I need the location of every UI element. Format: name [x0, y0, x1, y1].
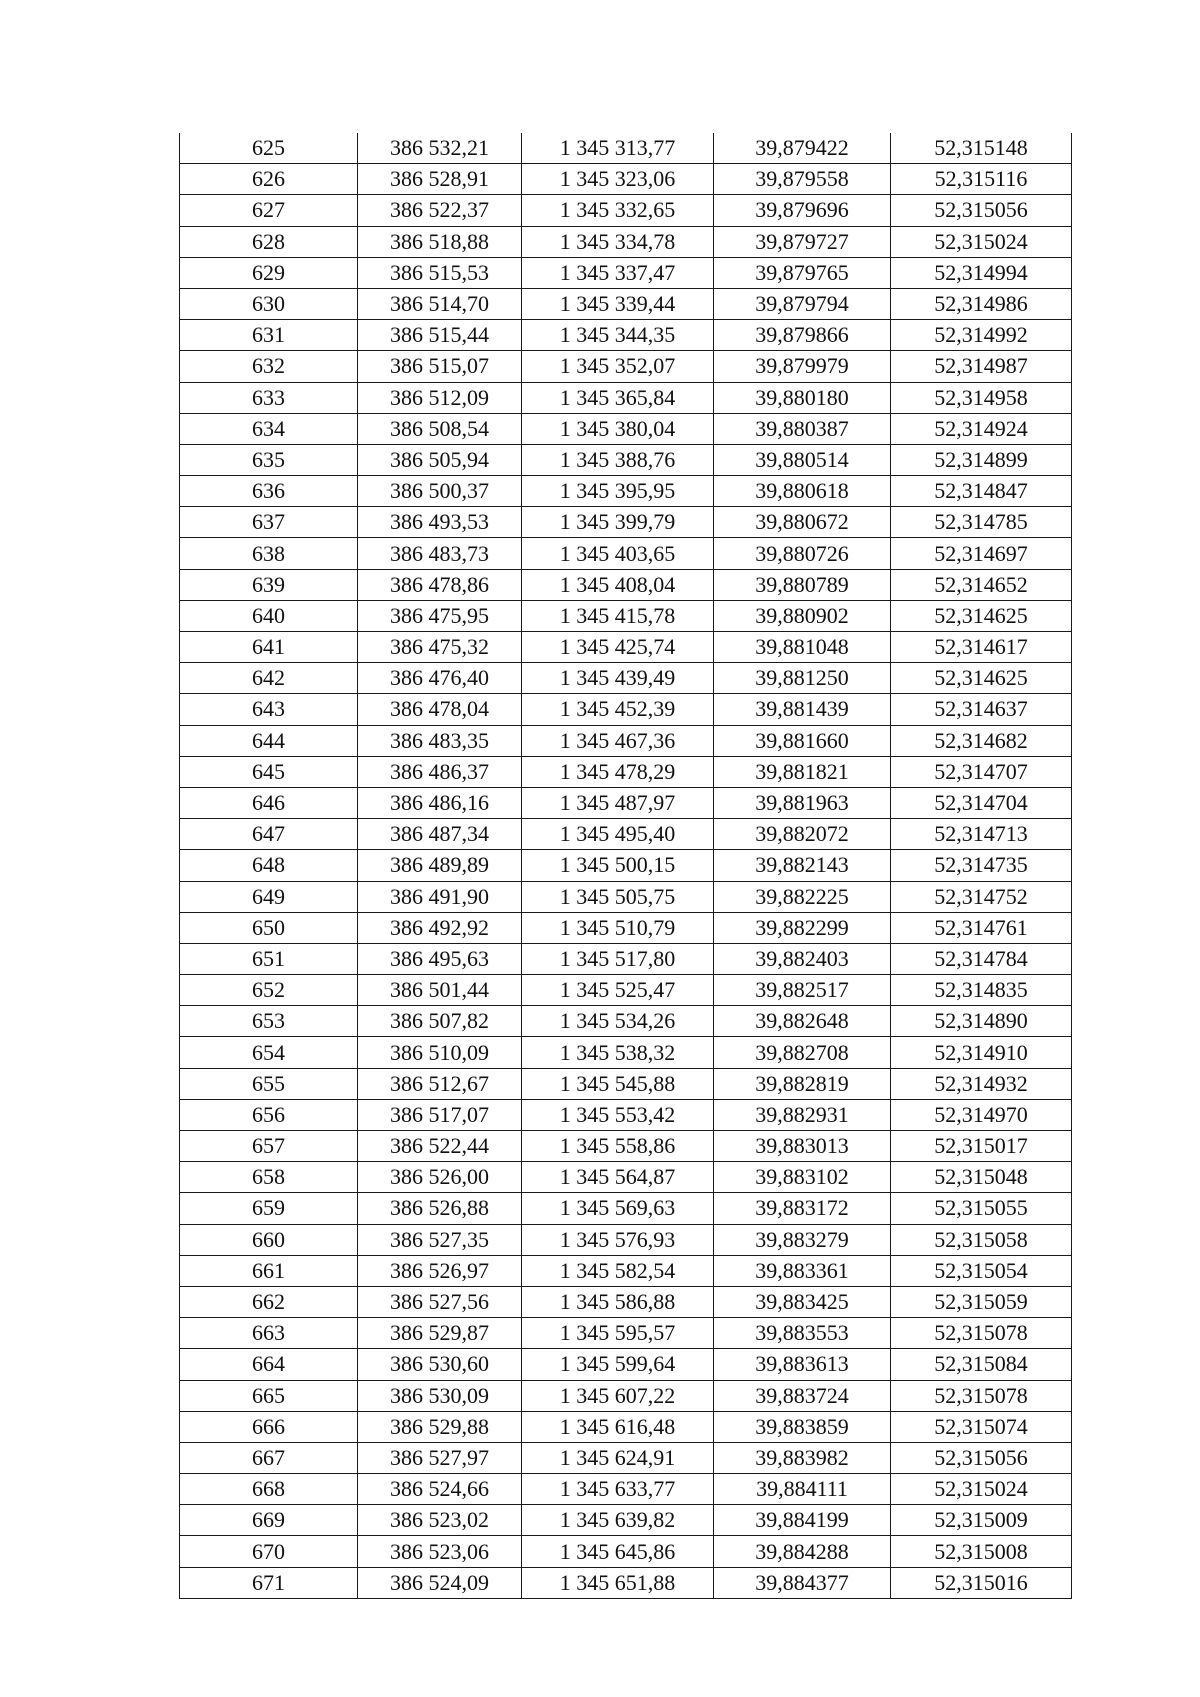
y-coordinate-cell: 1 345 645,86	[522, 1536, 714, 1567]
table-row	[180, 787, 1072, 818]
longitude-cell: 39,879794	[714, 288, 891, 319]
table-row	[180, 444, 1072, 475]
coordinates-table	[179, 133, 1072, 1599]
point-number-cell: 641	[180, 632, 358, 663]
table-row	[180, 663, 1072, 694]
latitude-cell: 52,314970	[891, 1099, 1072, 1130]
table-row	[180, 1068, 1072, 1099]
y-coordinate-cell: 1 345 639,82	[522, 1505, 714, 1536]
latitude-cell: 52,314617	[891, 632, 1072, 663]
y-coordinate-cell: 1 345 607,22	[522, 1380, 714, 1411]
y-coordinate-cell: 1 345 337,47	[522, 257, 714, 288]
point-number-cell: 645	[180, 756, 358, 787]
longitude-cell: 39,883859	[714, 1411, 891, 1442]
x-coordinate-cell: 386 527,97	[358, 1442, 522, 1473]
point-number-cell: 666	[180, 1411, 358, 1442]
latitude-cell: 52,314707	[891, 756, 1072, 787]
y-coordinate-cell: 1 345 586,88	[522, 1286, 714, 1317]
table-row	[180, 133, 1072, 164]
longitude-cell: 39,881963	[714, 787, 891, 818]
x-coordinate-cell: 386 515,53	[358, 257, 522, 288]
x-coordinate-cell: 386 512,09	[358, 382, 522, 413]
latitude-cell: 52,314835	[891, 975, 1072, 1006]
point-number-cell: 658	[180, 1162, 358, 1193]
y-coordinate-cell: 1 345 487,97	[522, 787, 714, 818]
latitude-cell: 52,315084	[891, 1349, 1072, 1380]
latitude-cell: 52,315009	[891, 1505, 1072, 1536]
latitude-cell: 52,315059	[891, 1286, 1072, 1317]
table-row	[180, 1286, 1072, 1317]
longitude-cell: 39,880514	[714, 444, 891, 475]
table-row	[180, 881, 1072, 912]
point-number-cell: 626	[180, 164, 358, 195]
longitude-cell: 39,883613	[714, 1349, 891, 1380]
point-number-cell: 661	[180, 1255, 358, 1286]
y-coordinate-cell: 1 345 365,84	[522, 382, 714, 413]
point-number-cell: 650	[180, 912, 358, 943]
table-row	[180, 850, 1072, 881]
x-coordinate-cell: 386 522,44	[358, 1131, 522, 1162]
latitude-cell: 52,315024	[891, 1474, 1072, 1505]
table-row	[180, 1224, 1072, 1255]
y-coordinate-cell: 1 345 500,15	[522, 850, 714, 881]
x-coordinate-cell: 386 487,34	[358, 819, 522, 850]
x-coordinate-cell: 386 524,66	[358, 1474, 522, 1505]
point-number-cell: 669	[180, 1505, 358, 1536]
point-number-cell: 652	[180, 975, 358, 1006]
table-row	[180, 226, 1072, 257]
longitude-cell: 39,883724	[714, 1380, 891, 1411]
longitude-cell: 39,882708	[714, 1037, 891, 1068]
longitude-cell: 39,882072	[714, 819, 891, 850]
y-coordinate-cell: 1 345 344,35	[522, 320, 714, 351]
y-coordinate-cell: 1 345 564,87	[522, 1162, 714, 1193]
latitude-cell: 52,314932	[891, 1068, 1072, 1099]
point-number-cell: 667	[180, 1442, 358, 1473]
y-coordinate-cell: 1 345 415,78	[522, 600, 714, 631]
point-number-cell: 629	[180, 257, 358, 288]
y-coordinate-cell: 1 345 403,65	[522, 538, 714, 569]
table-row	[180, 288, 1072, 319]
latitude-cell: 52,314785	[891, 507, 1072, 538]
x-coordinate-cell: 386 515,07	[358, 351, 522, 382]
y-coordinate-cell: 1 345 510,79	[522, 912, 714, 943]
point-number-cell: 637	[180, 507, 358, 538]
y-coordinate-cell: 1 345 651,88	[522, 1567, 714, 1598]
longitude-cell: 39,883102	[714, 1162, 891, 1193]
x-coordinate-cell: 386 483,73	[358, 538, 522, 569]
x-coordinate-cell: 386 478,04	[358, 694, 522, 725]
table-row	[180, 975, 1072, 1006]
table-row	[180, 912, 1072, 943]
x-coordinate-cell: 386 532,21	[358, 133, 522, 164]
point-number-cell: 631	[180, 320, 358, 351]
longitude-cell: 39,881048	[714, 632, 891, 663]
point-number-cell: 663	[180, 1318, 358, 1349]
x-coordinate-cell: 386 529,87	[358, 1318, 522, 1349]
latitude-cell: 52,315024	[891, 226, 1072, 257]
x-coordinate-cell: 386 475,95	[358, 600, 522, 631]
latitude-cell: 52,315017	[891, 1131, 1072, 1162]
table-row	[180, 476, 1072, 507]
point-number-cell: 625	[180, 133, 358, 164]
point-number-cell: 640	[180, 600, 358, 631]
point-number-cell: 670	[180, 1536, 358, 1567]
y-coordinate-cell: 1 345 616,48	[522, 1411, 714, 1442]
table-row	[180, 538, 1072, 569]
y-coordinate-cell: 1 345 534,26	[522, 1006, 714, 1037]
longitude-cell: 39,883553	[714, 1318, 891, 1349]
longitude-cell: 39,881821	[714, 756, 891, 787]
y-coordinate-cell: 1 345 478,29	[522, 756, 714, 787]
y-coordinate-cell: 1 345 425,74	[522, 632, 714, 663]
latitude-cell: 52,314761	[891, 912, 1072, 943]
x-coordinate-cell: 386 489,89	[358, 850, 522, 881]
longitude-cell: 39,882299	[714, 912, 891, 943]
longitude-cell: 39,883013	[714, 1131, 891, 1162]
point-number-cell: 628	[180, 226, 358, 257]
x-coordinate-cell: 386 526,88	[358, 1193, 522, 1224]
y-coordinate-cell: 1 345 553,42	[522, 1099, 714, 1130]
point-number-cell: 636	[180, 476, 358, 507]
point-number-cell: 651	[180, 943, 358, 974]
table-row	[180, 943, 1072, 974]
point-number-cell: 657	[180, 1131, 358, 1162]
longitude-cell: 39,881660	[714, 725, 891, 756]
longitude-cell: 39,880180	[714, 382, 891, 413]
table-row	[180, 1536, 1072, 1567]
latitude-cell: 52,314637	[891, 694, 1072, 725]
longitude-cell: 39,884199	[714, 1505, 891, 1536]
point-number-cell: 647	[180, 819, 358, 850]
latitude-cell: 52,315054	[891, 1255, 1072, 1286]
x-coordinate-cell: 386 492,92	[358, 912, 522, 943]
longitude-cell: 39,879727	[714, 226, 891, 257]
table-row	[180, 1505, 1072, 1536]
table-row	[180, 1349, 1072, 1380]
x-coordinate-cell: 386 510,09	[358, 1037, 522, 1068]
table-row	[180, 1131, 1072, 1162]
x-coordinate-cell: 386 486,16	[358, 787, 522, 818]
x-coordinate-cell: 386 523,02	[358, 1505, 522, 1536]
point-number-cell: 649	[180, 881, 358, 912]
table-row	[180, 1006, 1072, 1037]
y-coordinate-cell: 1 345 545,88	[522, 1068, 714, 1099]
y-coordinate-cell: 1 345 313,77	[522, 133, 714, 164]
y-coordinate-cell: 1 345 380,04	[522, 413, 714, 444]
point-number-cell: 653	[180, 1006, 358, 1037]
longitude-cell: 39,882143	[714, 850, 891, 881]
latitude-cell: 52,314924	[891, 413, 1072, 444]
point-number-cell: 665	[180, 1380, 358, 1411]
x-coordinate-cell: 386 475,32	[358, 632, 522, 663]
x-coordinate-cell: 386 500,37	[358, 476, 522, 507]
point-number-cell: 633	[180, 382, 358, 413]
point-number-cell: 662	[180, 1286, 358, 1317]
latitude-cell: 52,314704	[891, 787, 1072, 818]
longitude-cell: 39,880672	[714, 507, 891, 538]
x-coordinate-cell: 386 478,86	[358, 569, 522, 600]
longitude-cell: 39,882931	[714, 1099, 891, 1130]
table-row	[180, 694, 1072, 725]
y-coordinate-cell: 1 345 467,36	[522, 725, 714, 756]
point-number-cell: 643	[180, 694, 358, 725]
latitude-cell: 52,314987	[891, 351, 1072, 382]
point-number-cell: 660	[180, 1224, 358, 1255]
point-number-cell: 632	[180, 351, 358, 382]
longitude-cell: 39,881439	[714, 694, 891, 725]
table-row	[180, 382, 1072, 413]
table-row	[180, 600, 1072, 631]
y-coordinate-cell: 1 345 517,80	[522, 943, 714, 974]
point-number-cell: 648	[180, 850, 358, 881]
longitude-cell: 39,880902	[714, 600, 891, 631]
x-coordinate-cell: 386 526,00	[358, 1162, 522, 1193]
table-row	[180, 320, 1072, 351]
x-coordinate-cell: 386 508,54	[358, 413, 522, 444]
table-row	[180, 164, 1072, 195]
table-row	[180, 1318, 1072, 1349]
latitude-cell: 52,314847	[891, 476, 1072, 507]
y-coordinate-cell: 1 345 439,49	[522, 663, 714, 694]
y-coordinate-cell: 1 345 408,04	[522, 569, 714, 600]
latitude-cell: 52,315016	[891, 1567, 1072, 1598]
point-number-cell: 654	[180, 1037, 358, 1068]
table-row	[180, 1162, 1072, 1193]
longitude-cell: 39,880726	[714, 538, 891, 569]
latitude-cell: 52,314784	[891, 943, 1072, 974]
point-number-cell: 638	[180, 538, 358, 569]
point-number-cell: 635	[180, 444, 358, 475]
point-number-cell: 668	[180, 1474, 358, 1505]
y-coordinate-cell: 1 345 388,76	[522, 444, 714, 475]
longitude-cell: 39,883279	[714, 1224, 891, 1255]
latitude-cell: 52,315058	[891, 1224, 1072, 1255]
table-row	[180, 1474, 1072, 1505]
longitude-cell: 39,879696	[714, 195, 891, 226]
y-coordinate-cell: 1 345 525,47	[522, 975, 714, 1006]
latitude-cell: 52,314735	[891, 850, 1072, 881]
y-coordinate-cell: 1 345 352,07	[522, 351, 714, 382]
latitude-cell: 52,315008	[891, 1536, 1072, 1567]
point-number-cell: 627	[180, 195, 358, 226]
longitude-cell: 39,879558	[714, 164, 891, 195]
x-coordinate-cell: 386 495,63	[358, 943, 522, 974]
x-coordinate-cell: 386 526,97	[358, 1255, 522, 1286]
longitude-cell: 39,879422	[714, 133, 891, 164]
y-coordinate-cell: 1 345 323,06	[522, 164, 714, 195]
latitude-cell: 52,315074	[891, 1411, 1072, 1442]
longitude-cell: 39,879866	[714, 320, 891, 351]
table-row	[180, 1411, 1072, 1442]
point-number-cell: 664	[180, 1349, 358, 1380]
latitude-cell: 52,314682	[891, 725, 1072, 756]
x-coordinate-cell: 386 476,40	[358, 663, 522, 694]
y-coordinate-cell: 1 345 334,78	[522, 226, 714, 257]
table-row	[180, 1099, 1072, 1130]
latitude-cell: 52,314625	[891, 600, 1072, 631]
table-row	[180, 1193, 1072, 1224]
x-coordinate-cell: 386 483,35	[358, 725, 522, 756]
x-coordinate-cell: 386 486,37	[358, 756, 522, 787]
longitude-cell: 39,882648	[714, 1006, 891, 1037]
latitude-cell: 52,315055	[891, 1193, 1072, 1224]
longitude-cell: 39,880387	[714, 413, 891, 444]
x-coordinate-cell: 386 505,94	[358, 444, 522, 475]
longitude-cell: 39,882517	[714, 975, 891, 1006]
latitude-cell: 52,315056	[891, 1442, 1072, 1473]
table-row	[180, 756, 1072, 787]
latitude-cell: 52,314652	[891, 569, 1072, 600]
point-number-cell: 656	[180, 1099, 358, 1130]
longitude-cell: 39,881250	[714, 663, 891, 694]
longitude-cell: 39,879979	[714, 351, 891, 382]
y-coordinate-cell: 1 345 558,86	[522, 1131, 714, 1162]
table-row	[180, 413, 1072, 444]
y-coordinate-cell: 1 345 624,91	[522, 1442, 714, 1473]
table-row	[180, 725, 1072, 756]
y-coordinate-cell: 1 345 595,57	[522, 1318, 714, 1349]
x-coordinate-cell: 386 515,44	[358, 320, 522, 351]
latitude-cell: 52,314986	[891, 288, 1072, 319]
latitude-cell: 52,314910	[891, 1037, 1072, 1068]
y-coordinate-cell: 1 345 599,64	[522, 1349, 714, 1380]
table-row	[180, 569, 1072, 600]
table-row	[180, 1442, 1072, 1473]
latitude-cell: 52,315078	[891, 1318, 1072, 1349]
latitude-cell: 52,315078	[891, 1380, 1072, 1411]
y-coordinate-cell: 1 345 452,39	[522, 694, 714, 725]
x-coordinate-cell: 386 522,37	[358, 195, 522, 226]
point-number-cell: 646	[180, 787, 358, 818]
latitude-cell: 52,315148	[891, 133, 1072, 164]
y-coordinate-cell: 1 345 395,95	[522, 476, 714, 507]
y-coordinate-cell: 1 345 399,79	[522, 507, 714, 538]
table-row	[180, 632, 1072, 663]
point-number-cell: 642	[180, 663, 358, 694]
x-coordinate-cell: 386 491,90	[358, 881, 522, 912]
x-coordinate-cell: 386 530,09	[358, 1380, 522, 1411]
longitude-cell: 39,883361	[714, 1255, 891, 1286]
longitude-cell: 39,884288	[714, 1536, 891, 1567]
y-coordinate-cell: 1 345 576,93	[522, 1224, 714, 1255]
point-number-cell: 644	[180, 725, 358, 756]
latitude-cell: 52,314992	[891, 320, 1072, 351]
table-row	[180, 1380, 1072, 1411]
y-coordinate-cell: 1 345 332,65	[522, 195, 714, 226]
x-coordinate-cell: 386 529,88	[358, 1411, 522, 1442]
x-coordinate-cell: 386 514,70	[358, 288, 522, 319]
table-row	[180, 1255, 1072, 1286]
longitude-cell: 39,879765	[714, 257, 891, 288]
longitude-cell: 39,884111	[714, 1474, 891, 1505]
longitude-cell: 39,883982	[714, 1442, 891, 1473]
point-number-cell: 634	[180, 413, 358, 444]
latitude-cell: 52,314752	[891, 881, 1072, 912]
x-coordinate-cell: 386 524,09	[358, 1567, 522, 1598]
longitude-cell: 39,880789	[714, 569, 891, 600]
y-coordinate-cell: 1 345 633,77	[522, 1474, 714, 1505]
table-row	[180, 1037, 1072, 1068]
point-number-cell: 659	[180, 1193, 358, 1224]
coordinates-table-body	[180, 133, 1072, 1598]
x-coordinate-cell: 386 528,91	[358, 164, 522, 195]
latitude-cell: 52,314899	[891, 444, 1072, 475]
latitude-cell: 52,314890	[891, 1006, 1072, 1037]
x-coordinate-cell: 386 527,35	[358, 1224, 522, 1255]
table-row	[180, 819, 1072, 850]
latitude-cell: 52,314625	[891, 663, 1072, 694]
y-coordinate-cell: 1 345 505,75	[522, 881, 714, 912]
table-row	[180, 507, 1072, 538]
x-coordinate-cell: 386 523,06	[358, 1536, 522, 1567]
latitude-cell: 52,314713	[891, 819, 1072, 850]
y-coordinate-cell: 1 345 538,32	[522, 1037, 714, 1068]
table-row	[180, 195, 1072, 226]
x-coordinate-cell: 386 527,56	[358, 1286, 522, 1317]
point-number-cell: 639	[180, 569, 358, 600]
latitude-cell: 52,314958	[891, 382, 1072, 413]
longitude-cell: 39,883425	[714, 1286, 891, 1317]
x-coordinate-cell: 386 512,67	[358, 1068, 522, 1099]
x-coordinate-cell: 386 493,53	[358, 507, 522, 538]
latitude-cell: 52,314994	[891, 257, 1072, 288]
x-coordinate-cell: 386 507,82	[358, 1006, 522, 1037]
table-row	[180, 257, 1072, 288]
x-coordinate-cell: 386 530,60	[358, 1349, 522, 1380]
point-number-cell: 630	[180, 288, 358, 319]
latitude-cell: 52,315048	[891, 1162, 1072, 1193]
latitude-cell: 52,315116	[891, 164, 1072, 195]
table-row	[180, 351, 1072, 382]
latitude-cell: 52,314697	[891, 538, 1072, 569]
longitude-cell: 39,880618	[714, 476, 891, 507]
latitude-cell: 52,315056	[891, 195, 1072, 226]
point-number-cell: 655	[180, 1068, 358, 1099]
x-coordinate-cell: 386 518,88	[358, 226, 522, 257]
y-coordinate-cell: 1 345 582,54	[522, 1255, 714, 1286]
longitude-cell: 39,882225	[714, 881, 891, 912]
y-coordinate-cell: 1 345 495,40	[522, 819, 714, 850]
table-row	[180, 1567, 1072, 1598]
longitude-cell: 39,882403	[714, 943, 891, 974]
x-coordinate-cell: 386 501,44	[358, 975, 522, 1006]
y-coordinate-cell: 1 345 339,44	[522, 288, 714, 319]
longitude-cell: 39,882819	[714, 1068, 891, 1099]
longitude-cell: 39,883172	[714, 1193, 891, 1224]
x-coordinate-cell: 386 517,07	[358, 1099, 522, 1130]
y-coordinate-cell: 1 345 569,63	[522, 1193, 714, 1224]
longitude-cell: 39,884377	[714, 1567, 891, 1598]
point-number-cell: 671	[180, 1567, 358, 1598]
